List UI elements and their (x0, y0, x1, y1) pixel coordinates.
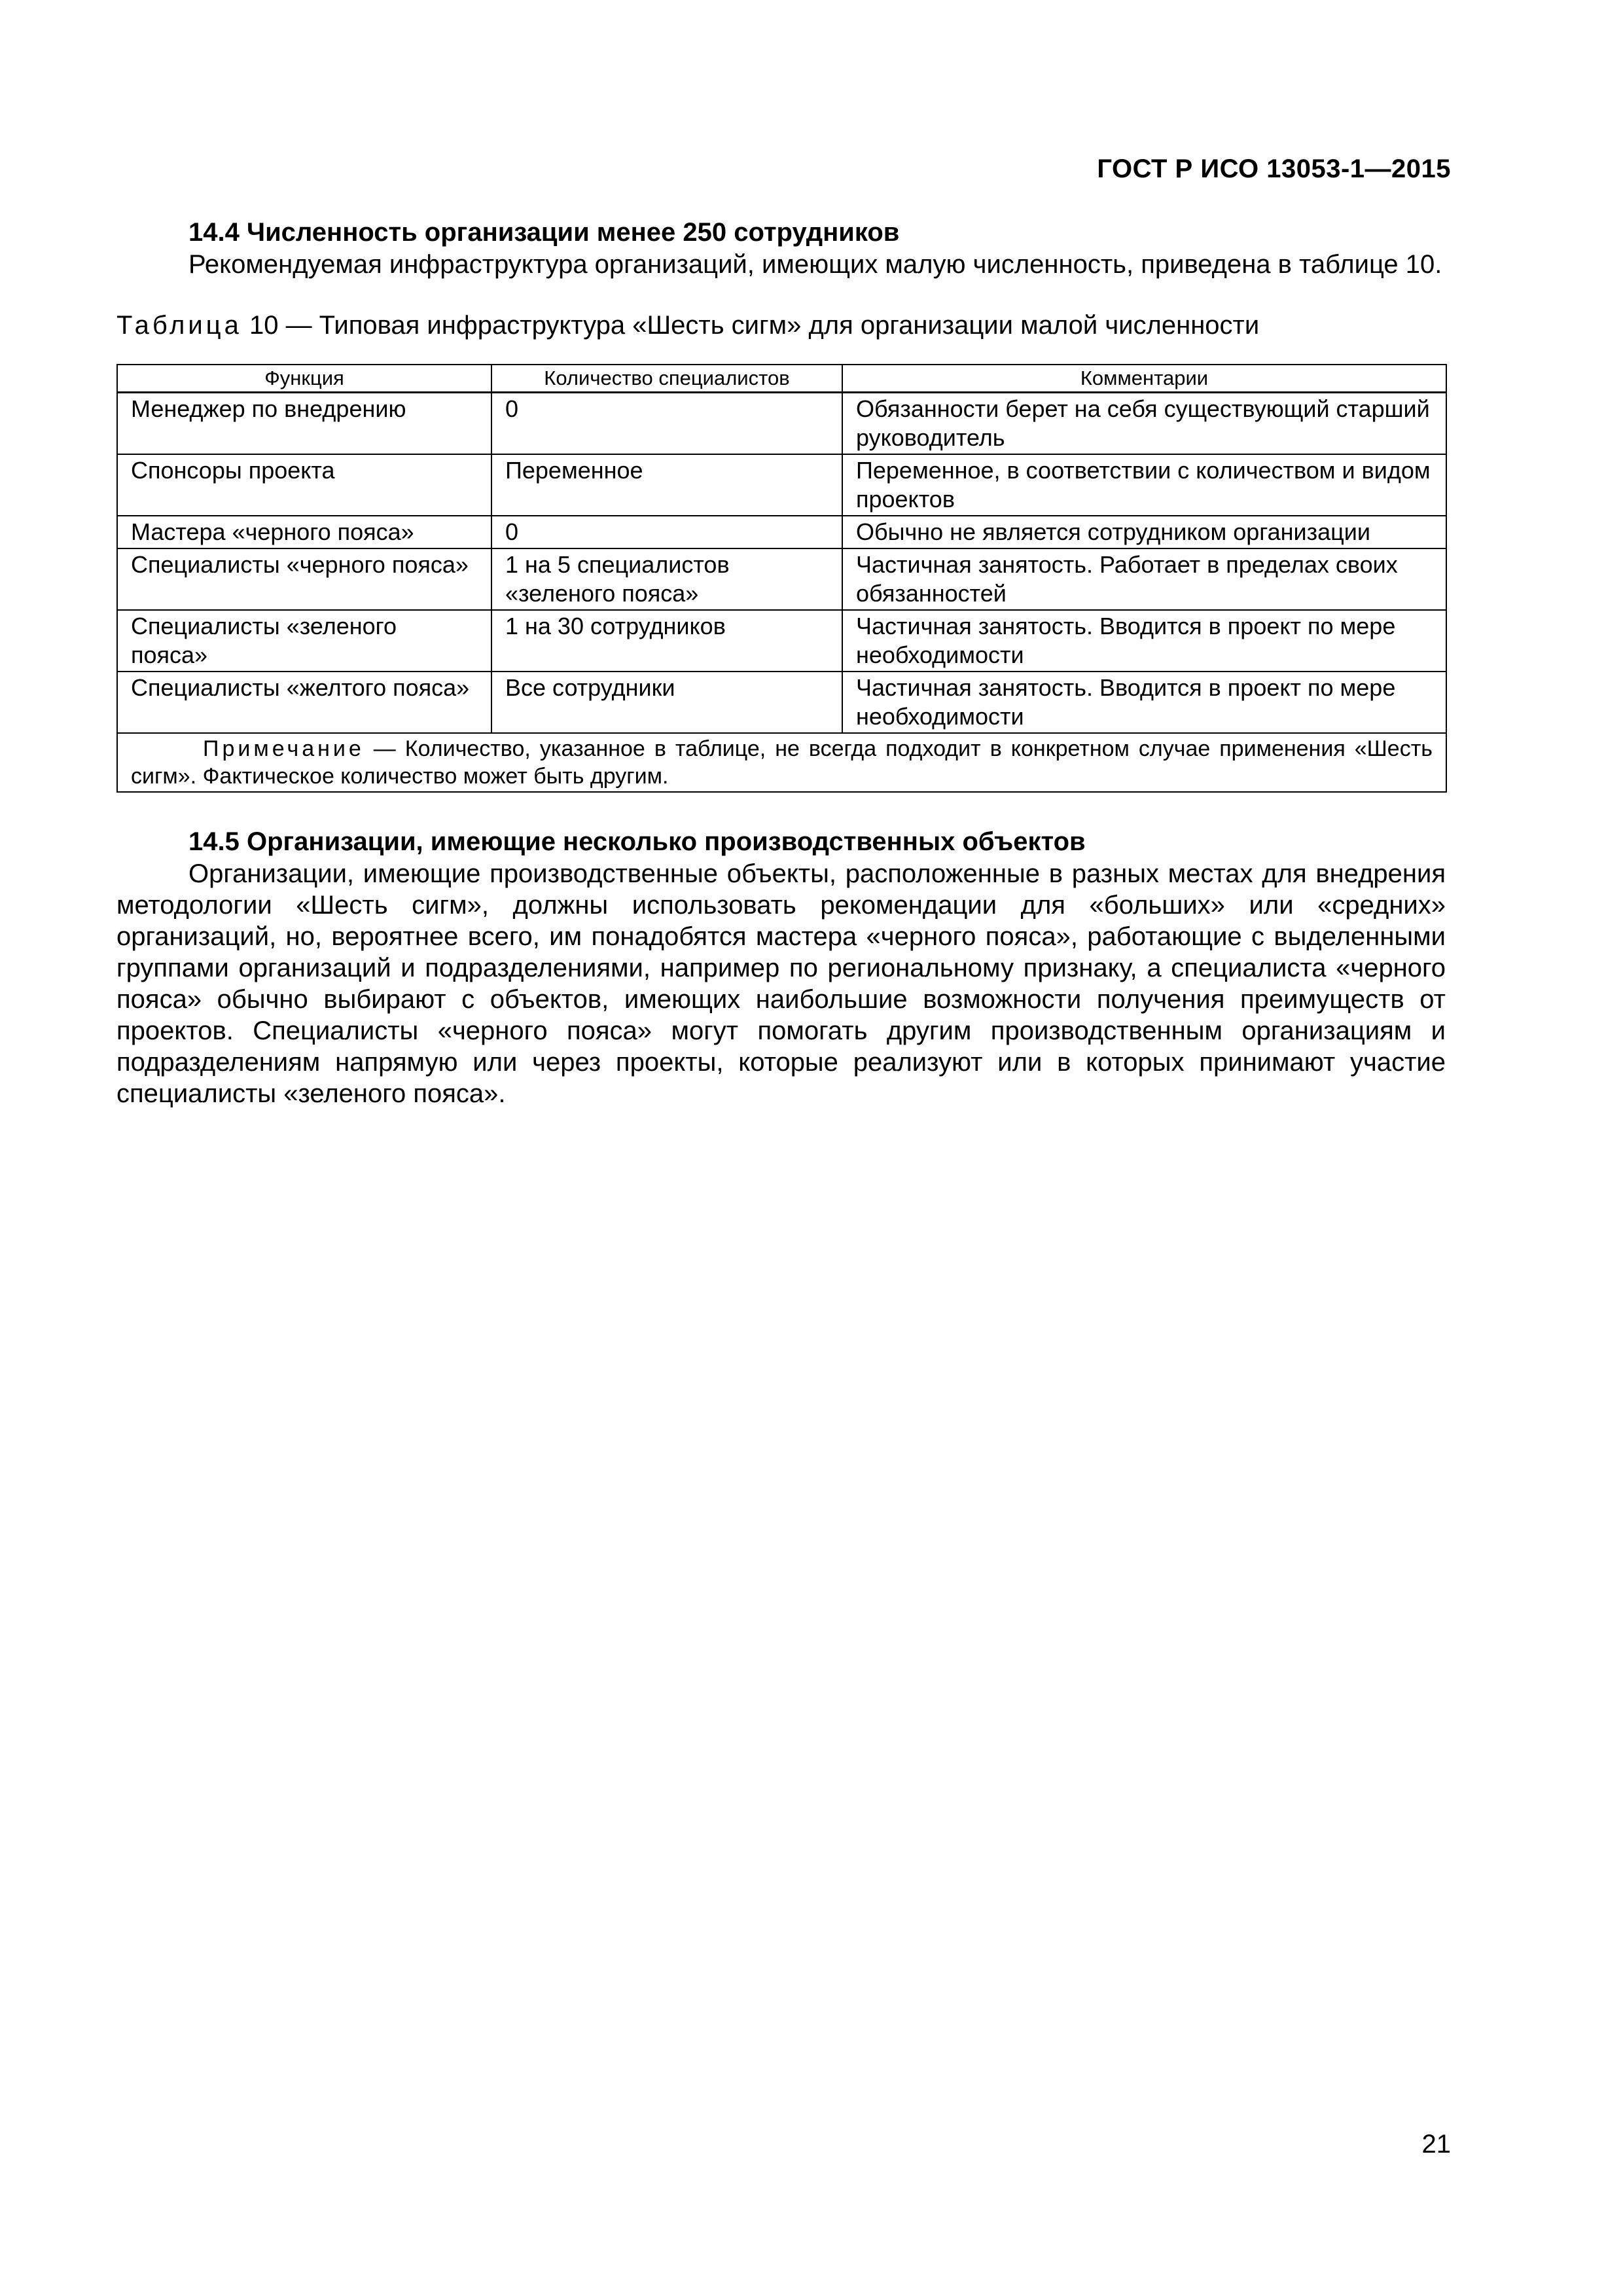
column-header-comment: Комментарии (842, 365, 1446, 393)
cell-count: 0 (491, 393, 842, 455)
section-14-4-title: 14.4 Численность организации менее 250 сотрудников (188, 218, 900, 247)
table-row (117, 672, 1446, 733)
table-header-row (117, 365, 1446, 393)
cell-comment: Переменное, в соответствии с количеством и видом проектов (842, 454, 1446, 516)
column-header-function: Функция (117, 365, 491, 393)
page-number: 21 (1421, 2130, 1451, 2159)
table-caption-text: 10 — Типовая инфраструктура «Шесть сигм» для организации малой численности (241, 311, 1260, 340)
table-row (117, 548, 1446, 610)
section-14-5-title: 14.5 Организации, имеющие несколько производственных объектов (188, 827, 1086, 856)
table-row (117, 516, 1446, 548)
column-header-count: Количество специалистов (491, 365, 842, 393)
cell-comment: Обычно не является сотрудником организации (842, 516, 1446, 548)
cell-count: Переменное (491, 454, 842, 516)
table-note-row (117, 733, 1446, 792)
table-note-label: Примечание (203, 736, 365, 761)
table-row (117, 610, 1446, 672)
cell-function: Специалисты «черного пояса» (117, 548, 491, 610)
cell-count: 1 на 5 специалистов «зеленого пояса» (491, 548, 842, 610)
table-note-text: — Количество, указанное в таблице, не всегда подходит в конкретном случае применения «Шесть сигм». Фактическое количество может быть другим. (131, 736, 1433, 789)
table-caption-label: Таблица (116, 311, 242, 340)
cell-comment: Частичная занятость. Вводится в проект по мере необходимости (842, 672, 1446, 733)
infrastructure-table (116, 364, 1447, 793)
section-14-5-paragraph: Организации, имеющие производственные объекты, расположенные в разных местах для внедрения методологии «Шесть сигм», должны использовать рекомендации для «больших» или «средних» организаций, но, вероятнее всего, им понадобятся мастера «черного пояса», работающие с выделенными группами организаций и подразделениями, например по региональному признаку, а специалиста «черного пояса» обычно выбирают с объектов, имеющих наибольшие возможности получения преимуществ от проектов. Специалисты «черного пояса» могут помогать другим производственным организациям и подразделениям напрямую или через проекты, которые реализуют или в которых принимают участие специалисты «зеленого пояса». (116, 859, 1446, 1108)
section-14-4-paragraph: Рекомендуемая инфраструктура организаций, имеющих малую численность, приведена в таблице 10. (188, 250, 1442, 279)
page-content (116, 216, 1446, 1109)
cell-function: Специалисты «желтого пояса» (117, 672, 491, 733)
cell-count: 0 (491, 516, 842, 548)
cell-function: Мастера «черного пояса» (117, 516, 491, 548)
cell-count: Все сотрудники (491, 672, 842, 733)
cell-count: 1 на 30 сотрудников (491, 610, 842, 672)
table-row (117, 393, 1446, 455)
table-row (117, 454, 1446, 516)
document-code: ГОСТ Р ИСО 13053-1—2015 (1097, 154, 1451, 183)
table-note (117, 733, 1446, 792)
cell-function: Специалисты «зеленого пояса» (117, 610, 491, 672)
cell-function: Спонсоры проекта (117, 454, 491, 516)
table-caption (116, 309, 1446, 342)
cell-comment: Обязанности берет на себя существующий старший руководитель (842, 393, 1446, 455)
cell-function: Менеджер по внедрению (117, 393, 491, 455)
cell-comment: Частичная занятость. Вводится в проект по мере необходимости (842, 610, 1446, 672)
cell-comment: Частичная занятость. Работает в пределах своих обязанностей (842, 548, 1446, 610)
